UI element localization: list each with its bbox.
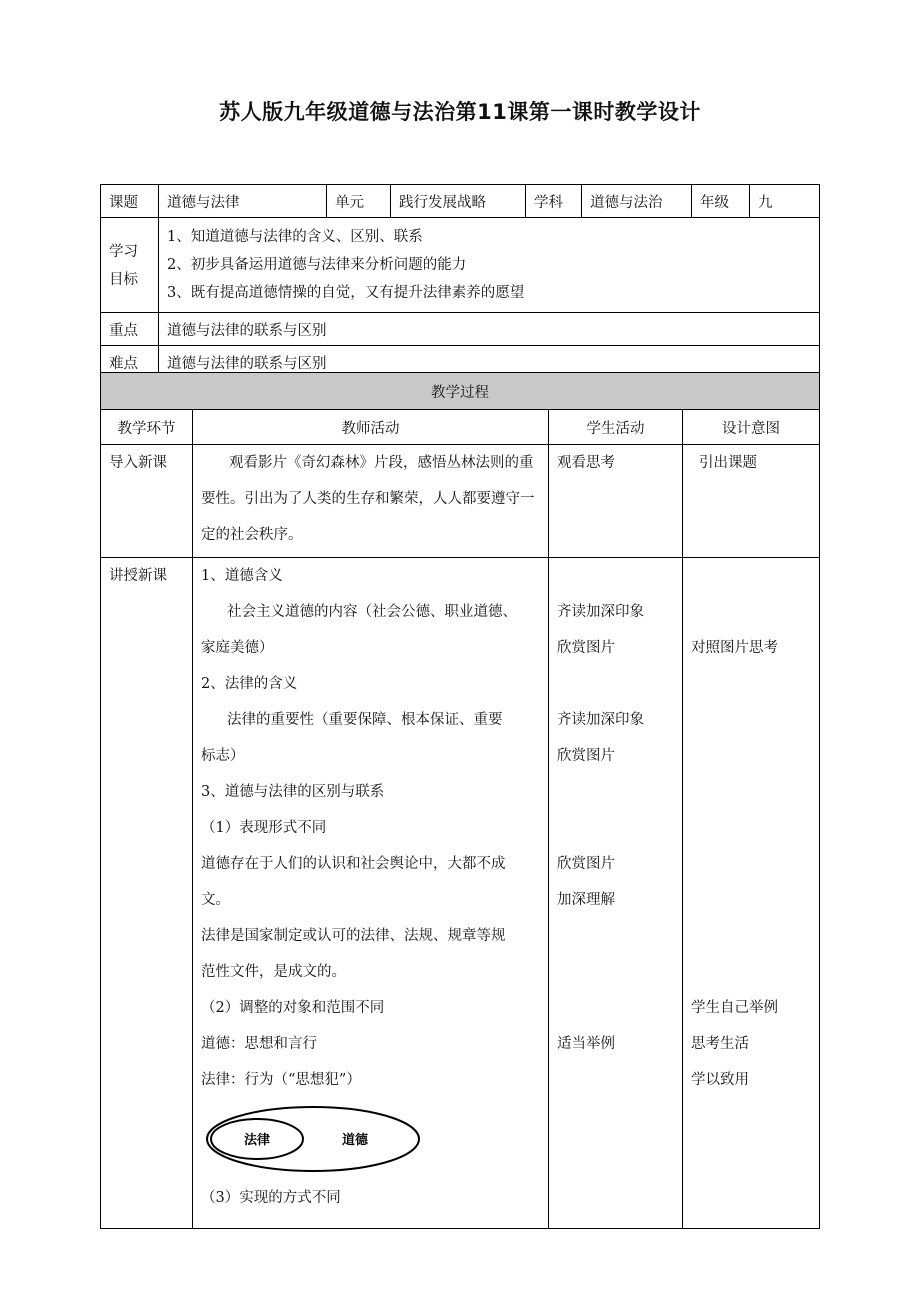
teacher-line: 标志） — [201, 748, 245, 764]
subject-label: 学科 — [526, 185, 582, 218]
intent-line: 学以致用 — [691, 1072, 749, 1088]
intent-line: 对照图片思考 — [691, 640, 778, 656]
teacher-line: （1）表现形式不同 — [201, 820, 327, 836]
teacher-line: 1、道德含义 — [201, 568, 283, 584]
col-stage: 教学环节 — [101, 410, 193, 445]
grade-value: 九 — [750, 185, 820, 218]
intro-stage — [101, 445, 193, 558]
teacher-line: 道德存在于人们的认识和社会舆论中，大都不成 — [201, 856, 506, 872]
subject-value: 道德与法治 — [582, 185, 692, 218]
unit-label: 单元 — [327, 185, 391, 218]
teacher-line: （2）调整的对象和范围不同 — [201, 1000, 385, 1016]
morality-label: 道德 — [341, 1133, 369, 1148]
key-label: 重点 — [101, 313, 159, 346]
student-line: 欣赏图片 — [557, 748, 615, 764]
goals-row — [101, 218, 820, 313]
process-header-row — [101, 373, 820, 410]
teach-student — [549, 558, 683, 1229]
goals-label-line-1: 学习 — [109, 244, 138, 260]
teach-row — [101, 558, 820, 1229]
student-line: 加深理解 — [557, 892, 615, 908]
stage-label: 导入新课 — [109, 455, 167, 471]
col-teacher: 教师活动 — [193, 410, 549, 445]
goal-item: 2、初步具备运用道德与法律来分析问题的能力 — [167, 257, 467, 273]
process-header: 教学过程 — [101, 373, 820, 410]
topic-value: 道德与法律 — [159, 185, 327, 218]
morality-ellipse — [207, 1107, 419, 1171]
intro-row — [101, 445, 820, 558]
col-student: 学生活动 — [549, 410, 683, 445]
teach-intent — [683, 558, 820, 1229]
teacher-line: 文。 — [201, 892, 230, 908]
info-row — [101, 185, 820, 218]
grade-label: 年级 — [692, 185, 750, 218]
teacher-line: 法律的重要性（重要保障、根本保证、重要 — [227, 712, 503, 728]
teacher-line: 3、道德与法律的区别与联系 — [201, 784, 385, 800]
teacher-line: 范性文件，是成文的。 — [201, 964, 346, 980]
student-line: 欣赏图片 — [557, 856, 615, 872]
teacher-line: （3）实现的方式不同 — [201, 1190, 341, 1206]
lesson-info-table — [100, 184, 820, 379]
teacher-line: 2、法律的含义 — [201, 676, 298, 692]
intent-line: 学生自己举例 — [691, 1000, 778, 1016]
intro-intent — [683, 445, 820, 558]
column-header-row — [101, 410, 820, 445]
intro-student — [549, 445, 683, 558]
stage-label: 讲授新课 — [109, 568, 167, 584]
teach-teacher — [193, 558, 549, 1229]
student-line: 适当举例 — [557, 1036, 615, 1052]
goal-item: 3、既有提高道德情操的自觉，又有提升法律素养的愿望 — [167, 285, 525, 301]
col-intent: 设计意图 — [683, 410, 820, 445]
teaching-process-table — [100, 372, 820, 1229]
law-label: 法律 — [243, 1133, 271, 1148]
teacher-line: 家庭美德） — [201, 640, 274, 656]
intro-teacher — [193, 445, 549, 558]
difficult-value: 道德与法律的联系与区别 — [159, 346, 820, 379]
teach-stage — [101, 558, 193, 1229]
teacher-line: 道德：思想和言行 — [201, 1036, 317, 1052]
difficult-label: 难点 — [101, 346, 159, 379]
intro-intent-text: 引出课题 — [699, 455, 757, 471]
goals-list — [159, 218, 820, 313]
intro-student-text: 观看思考 — [557, 455, 615, 471]
student-line: 齐读加深印象 — [557, 712, 644, 728]
goals-label — [101, 218, 159, 313]
teacher-line: 法律：行为（“思想犯”） — [201, 1072, 361, 1088]
key-point-row — [101, 313, 820, 346]
teacher-line: 社会主义道德的内容（社会公德、职业道德、 — [227, 604, 517, 620]
student-line: 欣赏图片 — [557, 640, 615, 656]
unit-value: 践行发展战略 — [391, 185, 526, 218]
law-morality-diagram — [201, 1098, 548, 1180]
intent-line: 思考生活 — [691, 1036, 749, 1052]
student-line: 齐读加深印象 — [557, 604, 644, 620]
goals-label-line-2: 目标 — [109, 272, 138, 288]
intro-teacher-text: 观看影片《奇幻森林》片段，感悟丛林法则的重要性。引出为了人类的生存和繁荣，人人都要遵守一定的社会秩序。 — [201, 455, 535, 543]
page-title: 苏人版九年级道德与法治第11课第一课时教学设计 — [219, 100, 701, 124]
key-value: 道德与法律的联系与区别 — [159, 313, 820, 346]
goal-item: 1、知道道德与法律的含义、区别、联系 — [167, 229, 423, 245]
topic-label: 课题 — [101, 185, 159, 218]
teacher-line: 法律是国家制定或认可的法律、法规、规章等规 — [201, 928, 506, 944]
